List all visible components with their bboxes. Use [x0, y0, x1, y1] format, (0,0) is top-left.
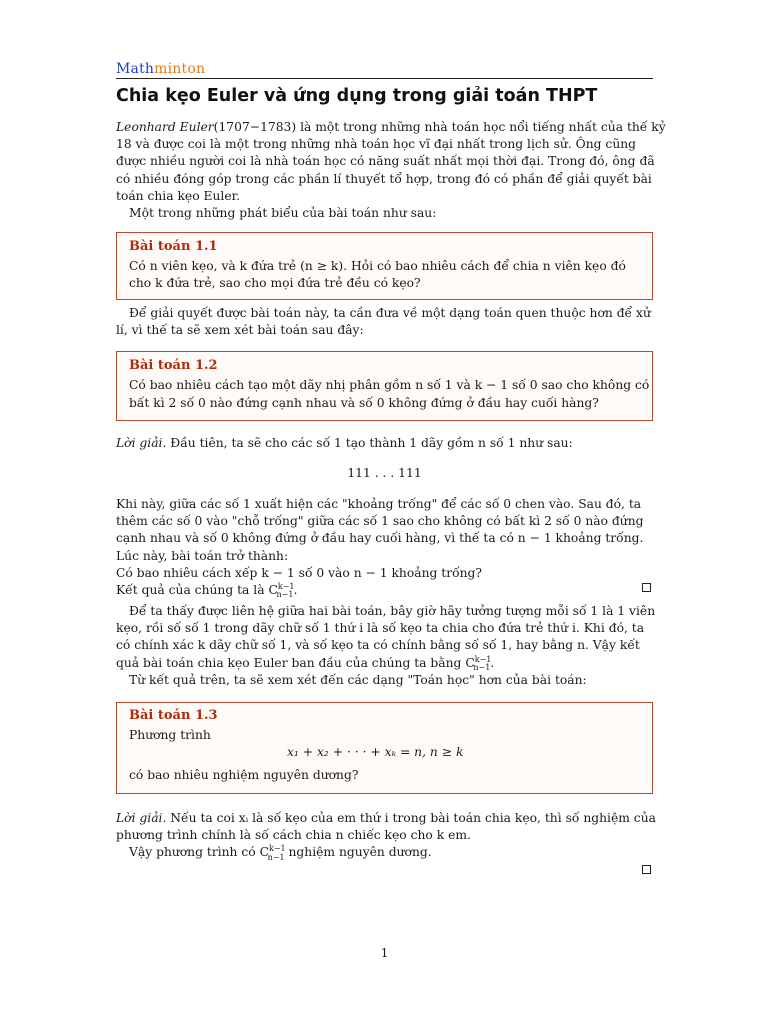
solution-line: Có bao nhiêu cách xếp k − 1 số 0 vào n − 1 khoảng trống? [116, 565, 483, 580]
conclusion-suffix: nghiệm nguyên dương. [284, 845, 432, 860]
qed-square-icon [642, 583, 651, 592]
intro-line: 18 và được coi là một trong những nhà toán học vĩ đại nhất trong lịch sử. Ông cũng [116, 137, 637, 152]
page-number: 1 [380, 946, 389, 960]
link-line [116, 655, 653, 672]
solution-line: Lúc này, bài toán trở thành: [116, 548, 289, 563]
binom-sup: k−1 [277, 581, 295, 591]
solution-label: Lời giải. [116, 436, 167, 450]
problem-box-1-1 [116, 232, 653, 300]
solution-line: phương trình chính là số cách chia n chiếc kẹo cho k em. [116, 828, 471, 843]
problem-line: Có bao nhiêu cách tạo một dãy nhị phân gồm n số 1 và k − 1 số 0 sao cho không có [129, 378, 650, 392]
intro-line: được nhiều người coi là nhà toán học có năng suất nhất mọi thời đại. Trong đó, ông đã [116, 154, 655, 169]
problem-line: Có n viên kẹo, và k đứa trẻ (n ≥ k). Hỏi có bao nhiêu cách để chia n viên kẹo đó [129, 259, 626, 273]
display-sequence: 111 . . . 111 [347, 466, 422, 480]
solution-text: Đầu tiên, ta sẽ cho các số 1 tạo thành 1 dãy gồm n số 1 như sau: [166, 436, 573, 450]
problem-title: Bài toán 1.3 [129, 708, 218, 723]
document-page [116, 0, 666, 1024]
solution-2 [116, 810, 656, 862]
result-prefix: Kết quả của chúng ta là C [116, 583, 278, 598]
problem-line: cho k đứa trẻ, sao cho mọi đứa trẻ đều có kẹo? [129, 276, 421, 290]
transition-line: Để giải quyết được bài toán này, ta cần đưa về một dạng toán quen thuộc hơn để xử [129, 306, 651, 320]
binom-sub: n−1 [276, 590, 294, 600]
problem-line: bất kì 2 số 0 nào đứng cạnh nhau và số 0 không đứng ở đầu hay cuối hàng? [129, 396, 599, 410]
intro-statement: Một trong những phát biểu của bài toán như sau: [129, 206, 437, 221]
binom-sub: n−1 [473, 663, 491, 673]
problem-box-1-2 [116, 351, 653, 421]
link-line: kẹo, rồi số số 1 trong dãy chữ số 1 thứ i là số kẹo ta chia cho đứa trẻ thứ i. Khi đó, ta [116, 621, 645, 636]
problem-title: Bài toán 1.2 [129, 358, 218, 373]
intro-paragraph [116, 119, 666, 222]
problem-title: Bài toán 1.1 [129, 239, 218, 254]
solution-line: Khi này, giữa các số 1 xuất hiện các "khoảng trống" để các số 0 chen vào. Sau đó, ta [116, 497, 642, 511]
solution-line: Nếu ta coi xᵢ là số kẹo của em thứ i trong bài toán chia kẹo, thì số nghiệm của [166, 811, 656, 825]
problem-line: có bao nhiêu nghiệm nguyên dương? [129, 768, 359, 782]
result-suffix: . [293, 583, 298, 598]
transition-line: lí, vì thế ta sẽ xem xét bài toán sau đây: [116, 323, 364, 338]
problem-line: Phương trình [129, 728, 211, 742]
qed-square-icon [642, 865, 651, 874]
problem-equation: x₁ + x₂ + · · · + xₖ = n, n ≥ k [287, 745, 464, 759]
link-line: có chính xác k dãy chữ số 1, và số kẹo ta có chính bằng số số 1, hay bằng n. Vậy kết [116, 638, 640, 653]
problem-box-1-3 [116, 702, 653, 794]
logo-part-math: Math [116, 61, 155, 77]
conclusion-prefix: Vậy phương trình có C [129, 845, 269, 860]
link-next: Từ kết quả trên, ta sẽ xem xét đến các dạng "Toán học" hơn của bài toán: [129, 672, 587, 687]
link-line: Để ta thấy được liên hệ giữa hai bài toán, bây giờ hãy tưởng tượng mỗi số 1 là 1 viên [129, 604, 656, 618]
page-title: Chia kẹo Euler và ứng dụng trong giải toán THPT [116, 86, 598, 106]
solution-1-first [116, 435, 653, 452]
link-last-suffix: . [490, 655, 495, 670]
solution-conclusion [116, 844, 653, 861]
intro-line-text: (1707−1783) là một trong những nhà toán học nổi tiếng nhất của thế kỷ [213, 120, 666, 134]
intro-line: có nhiều đóng góp trong các phần lí thuyết tổ hợp, trong đó có phần để giải quyết bài [116, 171, 652, 186]
intro-line: toán chia kẹo Euler. [116, 188, 241, 203]
binom-sub: n−1 [267, 852, 285, 862]
binom-sup: k−1 [269, 844, 286, 854]
binom-sup: k−1 [474, 654, 492, 664]
intro-line [116, 119, 666, 136]
transition-paragraph [116, 305, 653, 339]
solution-line: cạnh nhau và số 0 không đứng ở đầu hay cuối hàng, vì thế ta có n − 1 khoảng trống. [116, 531, 644, 546]
header [116, 58, 653, 77]
site-logo [116, 61, 205, 77]
euler-name: Leonhard Euler [116, 120, 214, 134]
solution-line: thêm các số 0 vào "chỗ trống" giữa các số 1 sao cho không có bất kì 2 số 0 nào đứng [116, 514, 644, 529]
solution-1-body [116, 496, 653, 599]
link-last-prefix: quả bài toán chia kẹo Euler ban đầu của chúng ta bằng C [116, 655, 475, 670]
link-paragraph [116, 603, 656, 689]
solution-label: Lời giải. [116, 811, 167, 825]
solution-result [116, 582, 653, 599]
header-rule [116, 78, 653, 79]
logo-part-minton: minton [154, 61, 206, 77]
